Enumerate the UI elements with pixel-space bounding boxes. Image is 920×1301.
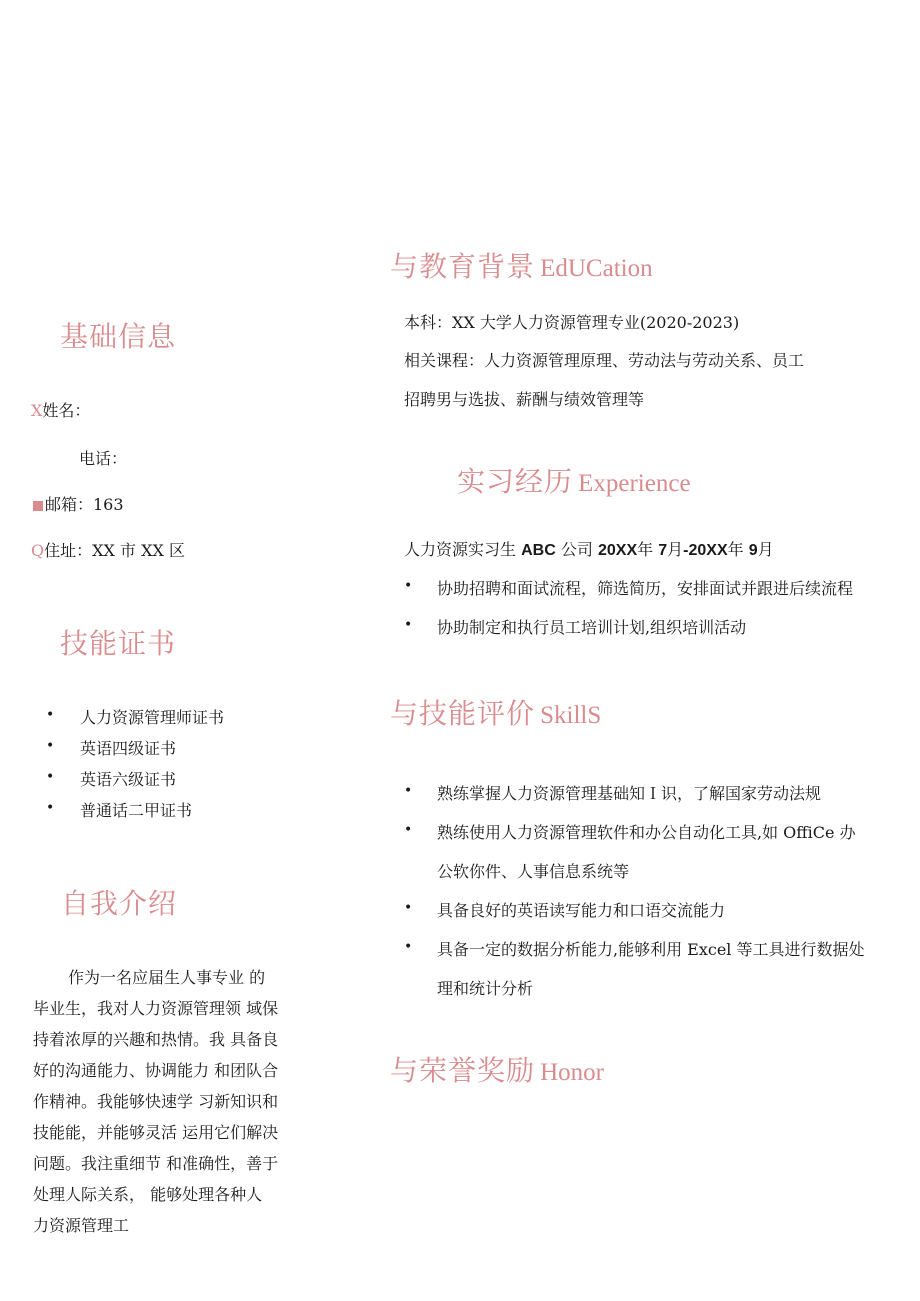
skills-title [390, 692, 601, 732]
bullet-icon: • [404, 617, 413, 633]
name-row [31, 398, 90, 421]
list-item: 普通话二甲证书 [80, 801, 193, 820]
phone-label: 电话： [79, 449, 128, 468]
education-title-en: EdUCation [540, 255, 653, 282]
education-title-cn: 与教育背景 [390, 250, 536, 283]
internship-title-cn: 实习经历 [457, 465, 574, 498]
list-item: 英语六级证书 [80, 770, 177, 789]
end-month: 9 [748, 542, 758, 559]
bullet-icon: • [404, 900, 413, 916]
bullet-icon: • [46, 707, 55, 723]
bullet-icon: • [404, 822, 413, 838]
name-icon: X [31, 401, 43, 420]
name-label: 姓名： [42, 401, 91, 420]
list-item: 具备良好的英语读写能力和口语交流能力 [437, 901, 726, 920]
email-label: 邮箱：163 [45, 495, 124, 514]
list-item: 协助制定和执行员工培训计划,组织培训活动 [437, 618, 747, 637]
bullet-icon: • [404, 578, 413, 594]
intro-line: 作为一名应届生人事专业 的 [68, 968, 266, 987]
list-item: 熟练使用人力资源管理软件和办公自动化工具,如 OffiCe 办 [437, 823, 856, 842]
list-item: 熟练掌握人力资源管理基础知Ｉ识，了解国家劳动法规 [437, 784, 822, 803]
month-cn: 月 [667, 540, 684, 559]
end-month-cn: 月 [757, 540, 774, 559]
end-year: -20XX [683, 542, 728, 559]
list-item: 协助招聘和面试流程，筛选简历，安排面试并跟进后续流程 [437, 579, 854, 598]
intro-line: 好的沟通能力、协调能力 和团队合 [33, 1061, 279, 1080]
year-cn: 年 [637, 540, 654, 559]
list-item-continuation: 理和统计分析 [437, 979, 534, 998]
start-year: 20XX [597, 542, 638, 559]
company-suffix: 公司 [560, 540, 593, 559]
intro-line: 作精神。我能够快速学 习新知识和 [33, 1092, 279, 1111]
honor-title [390, 1049, 604, 1089]
skills-title-en: SkillS [540, 702, 602, 729]
honor-title-cn: 与荣誉奖励 [390, 1054, 536, 1087]
address-row [31, 538, 185, 561]
intro-line: 力资源管理工 [33, 1216, 130, 1235]
intro-line: 毕业生，我对人力资源管理领 域保 [33, 999, 279, 1018]
education-line: 相关课程：人力资源管理原理、劳动法与劳动关系、员工 [404, 351, 805, 370]
list-item-continuation: 公软你件、人事信息系统等 [437, 862, 630, 881]
end-year-cn: 年 [727, 540, 744, 559]
internship-title-en: Experience [578, 470, 691, 497]
intro-line: 技能能，并能够灵活 运用它们解决 [33, 1123, 279, 1142]
education-line: 本科：XX 大学人力资源管理专业(2020-2023) [404, 313, 740, 332]
address-label: 住址：XX 市 XX 区 [44, 541, 185, 560]
company-name: ABC [521, 542, 556, 559]
internship-title [457, 460, 691, 500]
honor-title-en: Honor [540, 1059, 604, 1086]
email-icon [33, 501, 43, 511]
list-item: 人力资源管理师证书 [80, 708, 225, 727]
internship-role [404, 537, 774, 560]
intro-line: 问题。我注重细节 和准确性，善于 [33, 1154, 279, 1173]
skills-cert-title: 技能证书 [60, 627, 177, 660]
role-text: 人力资源实习生 [404, 540, 517, 559]
bullet-icon: • [404, 783, 413, 799]
skills-title-cn: 与技能评价 [390, 697, 536, 730]
list-item: 具备一定的数据分析能力,能够利用 Excel 等工具进行数据处 [437, 940, 865, 959]
list-item: 英语四级证书 [80, 739, 177, 758]
email-row [33, 492, 124, 515]
bullet-icon: • [46, 800, 55, 816]
start-month: 7 [658, 542, 668, 559]
intro-line: 处理人际关系， 能够处理各种人 [33, 1185, 263, 1204]
bullet-icon: • [46, 769, 55, 785]
bullet-icon: • [46, 738, 55, 754]
basic-info-title: 基础信息 [60, 320, 177, 353]
location-icon: Q [31, 541, 45, 560]
education-line: 招聘男与选拔、薪酬与绩效管理等 [404, 390, 645, 409]
bullet-icon: • [404, 939, 413, 955]
intro-line: 持着浓厚的兴趣和热情。我 具备良 [33, 1030, 279, 1049]
self-intro-title: 自我介绍 [61, 887, 178, 920]
education-title [390, 245, 653, 285]
